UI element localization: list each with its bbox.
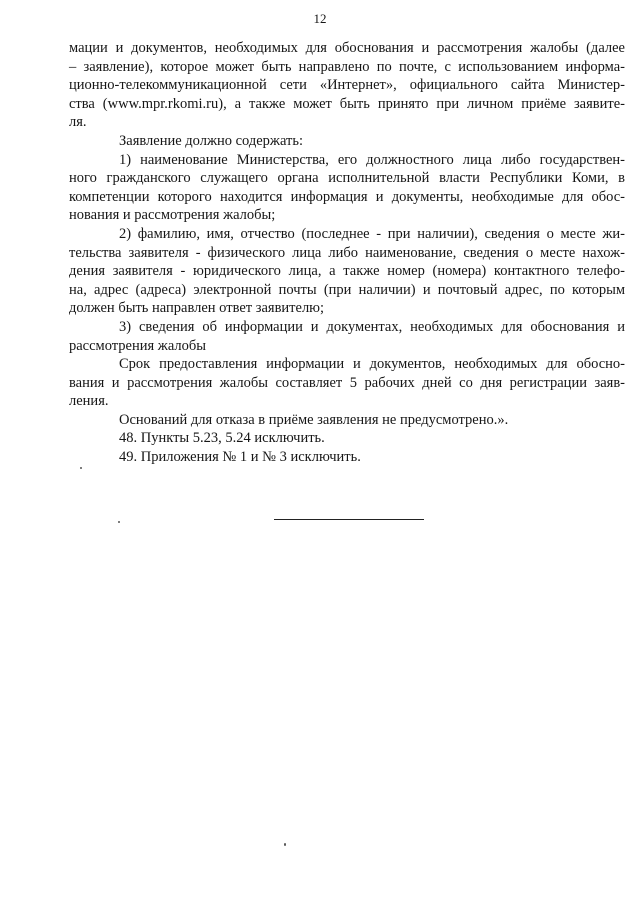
text-line: рассмотрения жалобы	[69, 337, 206, 354]
text-line: 3) сведения об информации и документах, необходимых для обоснования и	[119, 318, 625, 335]
text-line: дения заявителя - юридического лица, а также номер (номера) контактного телефо-	[69, 263, 625, 280]
text-line: ления.	[69, 393, 109, 410]
separator-line	[274, 519, 424, 520]
document-body	[69, 39, 625, 467]
scan-speck	[118, 521, 120, 523]
text-line: компетенции которого находится информация и документы, необходимые для обос-	[69, 188, 625, 205]
text-line: 1) наименование Министерства, его должностного лица либо государствен-	[119, 151, 625, 168]
text-line: мации и документов, необходимых для обоснования и рассмотрения жалобы (далее	[69, 40, 625, 56]
scan-speck	[284, 843, 286, 846]
page-number: 12	[313, 11, 327, 26]
text-line: на, адрес (адреса) электронной почты (при наличии) и почтовый адрес, по которым	[69, 281, 625, 298]
text-line: Оснований для отказа в приёме заявления не предусмотрено.».	[119, 411, 509, 428]
scan-speck	[80, 467, 82, 469]
text-line: ля.	[69, 114, 87, 131]
text-line: ного гражданского служащего органа исполнительной власти Республики Коми, в	[69, 170, 625, 187]
text-line: Срок предоставления информации и документов, необходимых для обосно-	[119, 356, 625, 373]
text-line: – заявление), которое может быть направлено по почте, с использованием информа-	[69, 58, 625, 75]
text-line: 49. Приложения № 1 и № 3 исключить.	[119, 449, 361, 466]
text-line: нования и рассмотрения жалобы;	[69, 207, 276, 224]
text-line: 2) фамилию, имя, отчество (последнее - при наличии), сведения о месте жи-	[119, 225, 625, 242]
text-line: вания и рассмотрения жалобы составляет 5 рабочих дней со дня регистрации заяв-	[69, 374, 625, 391]
text-line: тельства заявителя - физического лица либо наименование, сведения о месте нахож-	[69, 244, 625, 261]
text-line: ства (www.mpr.rkomi.ru), а также может быть принято при личном приёме заявите-	[69, 95, 625, 112]
text-line: 48. Пункты 5.23, 5.24 исключить.	[119, 430, 325, 447]
text-line: Заявление должно содержать:	[119, 132, 303, 149]
text-line: ционно-телекоммуникационной сети «Интернет», официального сайта Министер-	[69, 77, 625, 94]
text-line: должен быть направлен ответ заявителю;	[69, 300, 325, 317]
